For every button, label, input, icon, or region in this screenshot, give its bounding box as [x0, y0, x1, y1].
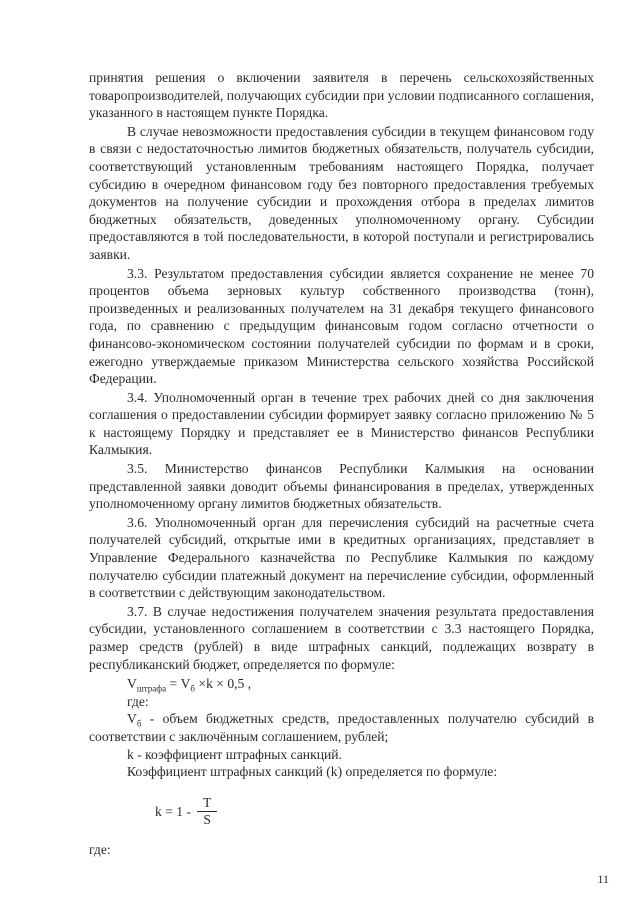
- formula-equals: =: [166, 676, 181, 692]
- definition-vb-subscript: б: [136, 719, 142, 730]
- paragraph-3-5: 3.5. Министерство финансов Республики Калмыкия на основании представленной заявки доводит объемы финансирования в пределах, утвержденных уполномоченному органу лимитов бюджетных обязательств.: [89, 461, 594, 512]
- coefficient-formula: [89, 791, 594, 833]
- paragraph-continuation: принятия решения о включении заявителя в перечень сельскохозяйственных товаропроизводителей, получающих субсидии при условии подписанного соглашения, указанного в настоящем пункте Порядка.: [89, 70, 594, 121]
- formula-rhs-symbol: V: [180, 676, 191, 692]
- fraction-numerator: T: [202, 795, 212, 811]
- definition-vb-text: - объем бюджетных средств, предоставленных получателю субсидий в соответствии с заключённым соглашением, рублей;: [89, 711, 594, 744]
- formula-rhs-subscript: б: [190, 683, 196, 694]
- formula-rhs-rest: ×k × 0,5 ,: [195, 676, 252, 692]
- page-number: 11: [597, 872, 609, 886]
- formula-lhs-symbol: V: [127, 676, 137, 692]
- where-label-2: где:: [89, 841, 111, 857]
- coefficient-formula-lhs: k = 1 -: [155, 803, 191, 819]
- penalty-formula: [89, 675, 594, 693]
- paragraph-3-4: 3.4. Уполномоченный орган в течение трех рабочих дней со дня заключения соглашения о предоставлении субсидии формирует заявку согласно приложению № 5 к настоящему Порядку и представляет ее в Министерство финансов Республики Калмыкия.: [89, 389, 594, 458]
- definition-vb-symbol: V: [127, 711, 137, 727]
- fraction-denominator: S: [197, 811, 217, 828]
- definition-k: k - коэффициент штрафных санкций.: [127, 746, 342, 762]
- paragraph-3-6: 3.6. Уполномоченный орган для перечисления субсидий на расчетные счета получателей субсидий, открытые ими в кредитных организациях, представляет в Управление Федерального казначейства по Республике Калмыкия по каждому получателю субсидии платежный документ на перечисление субсидии, оформленный в соответствии с действующим законодательством.: [89, 514, 594, 601]
- document-body: [89, 69, 594, 858]
- paragraph-3-3: 3.3. Результатом предоставления субсидии является сохранение не менее 70 процентов объема зерновых культур собственного производства (тонн), произведенных и реализованных получателем на 31 декабря текущего финансового года, по сравнению с предыдущим финансовым годом согласно отчетности о финансово-экономическом состоянии получателей субсидии по формам и в сроки, ежегодно утверждаемые приказом Министерства сельского хозяйства Российской Федерации.: [89, 265, 594, 387]
- paragraph-insufficient-limits: В случае невозможности предоставления субсидии в текущем финансовом году в связи с недостаточностью лимитов бюджетных обязательств, получатель субсидии, соответствующий установленным требованиям настоящего Порядка, получает субсидию в очередном финансовом году без повторного предоставления требуемых документов на получение субсидии и прохождения отбора в пределах лимитов бюджетных обязательств, доведенных уполномоченному органу. Субсидии предоставляются в той последовательности, в которой поступали и регистрировались заявки.: [89, 123, 594, 262]
- definition-vb: [89, 710, 594, 745]
- where-label: где:: [127, 693, 149, 709]
- k-formula-intro: Коэффициент штрафных санкций (k) определяется по формуле:: [127, 764, 498, 780]
- formula-lhs-subscript: штрафа: [136, 683, 167, 694]
- coefficient-fraction: [197, 795, 217, 828]
- paragraph-3-7: 3.7. В случае недостижения получателем значения результата предоставления субсидии, установленного соглашением в соответствии с 3.3 настоящего Порядка, размер средств (рублей) в виде штрафных санкций, подлежащих возврату в республиканский бюджет, определяется по формуле:: [89, 603, 594, 672]
